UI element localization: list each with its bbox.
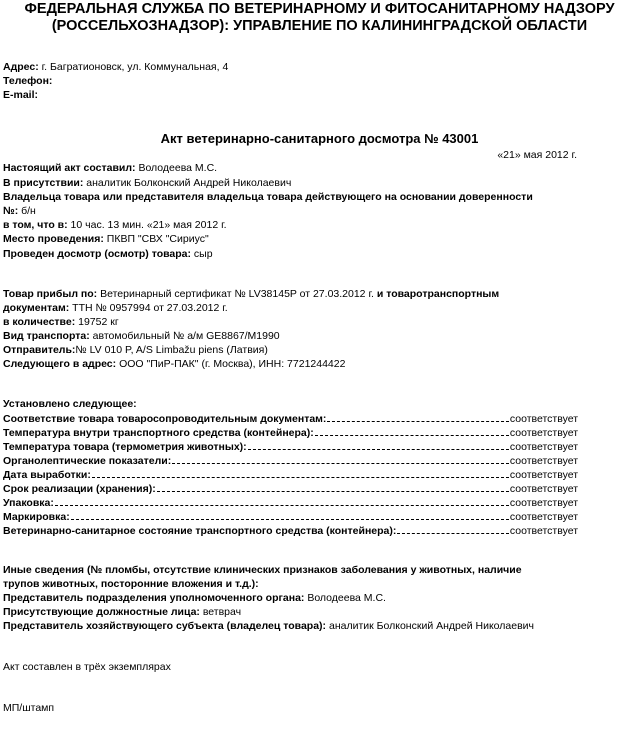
time-value: 10 час. 13 мин. «21» мая 2012 г. <box>67 219 227 231</box>
sender-label: Отправитель: <box>3 344 76 356</box>
finding-row <box>3 482 578 496</box>
dotted-leader <box>55 496 509 506</box>
presence-label: В присутствии: <box>3 177 84 189</box>
authority-rep-line <box>3 592 386 605</box>
act-date: «21» мая 2012 г. <box>497 149 577 161</box>
finding-value: соответствует <box>509 511 578 523</box>
finding-label: Дата выработки: <box>3 469 91 481</box>
inspected-line <box>3 248 213 261</box>
copies-note: Акт составлен в трёх экземплярах <box>3 661 171 673</box>
owner-label: Владельца товара или представителя владельца товара действующего на основании доверенности <box>3 191 533 203</box>
officials-line <box>3 606 241 619</box>
dotted-leader <box>315 426 509 436</box>
finding-label: Органолептические показатели: <box>3 455 172 467</box>
place-value: ПКВП "СВХ "Сириус" <box>103 233 209 245</box>
finding-label: Срок реализации (хранения): <box>3 483 156 495</box>
finding-row <box>3 496 578 510</box>
address-label: Адрес: <box>3 61 39 73</box>
place-label: Место проведения: <box>3 233 104 245</box>
presence-value: аналитик Болконский Андрей Николаевич <box>83 177 292 189</box>
email-label: E-mail: <box>3 89 39 101</box>
act-title: Акт ветеринарно-санитарного досмотра № 43001 <box>160 131 479 146</box>
finding-value: соответствует <box>509 525 578 537</box>
org-title-line-1: ФЕДЕРАЛЬНАЯ СЛУЖБА ПО ВЕТЕРИНАРНОМУ И ФИТОСАНИТАРНОМУ НАДЗОРУ <box>24 1 615 17</box>
phone-label: Телефон: <box>3 75 53 87</box>
dotted-leader <box>248 440 509 450</box>
finding-row <box>3 454 578 468</box>
authority-rep-value: Володеева М.С. <box>304 592 386 604</box>
finding-value: соответствует <box>509 483 578 495</box>
arrived-line <box>3 288 499 301</box>
arrived-value: Ветеринарный сертификат № LV38145P от 27.03.2012 г. <box>97 288 374 300</box>
inspected-label: Проведен досмотр (осмотр) товара: <box>3 248 192 260</box>
time-line <box>3 219 227 232</box>
docs-label: документам: <box>3 302 70 314</box>
finding-value: соответствует <box>509 469 578 481</box>
docs-line <box>3 302 228 315</box>
number-value: б/н <box>18 205 36 217</box>
composed-value: Володеева М.С. <box>135 162 218 174</box>
owner-rep-value: аналитик Болконский Андрей Николаевич <box>326 620 534 632</box>
destination-value: ООО "ПиР-ПАК" (г. Москва), ИНН: 7721244422 <box>116 358 346 370</box>
finding-label: Маркировка: <box>3 511 70 523</box>
dotted-leader <box>157 482 509 492</box>
finding-row <box>3 510 578 524</box>
dotted-leader <box>92 468 509 478</box>
composed-label: Настоящий акт составил: <box>3 162 136 174</box>
authority-rep-label: Представитель подразделения уполномоченного органа: <box>3 592 305 604</box>
findings-heading: Установлено следующее: <box>3 398 137 410</box>
dotted-leader <box>327 412 508 422</box>
number-line <box>3 205 36 218</box>
dotted-leader <box>71 510 509 520</box>
inspected-value: сыр <box>191 248 213 260</box>
finding-label: Температура товара (термометрия животных): <box>3 441 247 453</box>
dotted-leader <box>172 454 509 464</box>
finding-row <box>3 524 578 538</box>
finding-row <box>3 412 578 426</box>
place-line <box>3 233 209 246</box>
finding-label: Упаковка: <box>3 497 54 509</box>
dotted-leader <box>397 524 508 534</box>
quantity-line <box>3 316 119 329</box>
finding-value: соответствует <box>509 441 578 453</box>
sender-line <box>3 344 268 357</box>
other-info-line-2: трупов животных, посторонние вложения и т.д.): <box>3 578 259 590</box>
finding-label: Температура внутри транспортного средства (контейнера): <box>3 427 314 439</box>
address-line <box>3 61 228 74</box>
presence-line <box>3 177 291 190</box>
finding-row <box>3 468 578 482</box>
finding-row <box>3 440 578 454</box>
finding-value: соответствует <box>509 413 578 425</box>
finding-label: Ветеринарно-санитарное состояние транспортного средства (контейнера): <box>3 525 397 537</box>
officials-value: ветврач <box>199 606 242 618</box>
owner-rep-line <box>3 620 534 633</box>
destination-line <box>3 358 345 371</box>
stamp-label: МП/штамп <box>3 702 55 714</box>
quantity-value: 19752 кг <box>75 316 119 328</box>
finding-row <box>3 426 578 440</box>
arrived-label-2: и товаротранспортным <box>373 288 500 300</box>
number-label: №: <box>3 205 19 217</box>
composed-line <box>3 162 217 175</box>
owner-rep-label: Представитель хозяйствующего субъекта (владелец товара): <box>3 620 327 632</box>
transport-value: автомобильный № а/м GE8867/M1990 <box>89 330 280 342</box>
transport-line <box>3 330 280 343</box>
other-info-line-1: Иные сведения (№ пломбы, отсутствие клинических признаков заболевания у животных, наличие <box>3 564 522 576</box>
arrived-label: Товар прибыл по: <box>3 288 98 300</box>
finding-value: соответствует <box>509 455 578 467</box>
quantity-label: в количестве: <box>3 316 76 328</box>
transport-label: Вид транспорта: <box>3 330 90 342</box>
finding-value: соответствует <box>509 497 578 509</box>
org-title-line-2: (РОССЕЛЬХОЗНАДЗОР): УПРАВЛЕНИЕ ПО КАЛИНИНГРАДСКОЙ ОБЛАСТИ <box>51 18 588 34</box>
destination-label: Следующего в адрес: <box>3 358 117 370</box>
officials-label: Присутствующие должностные лица: <box>3 606 200 618</box>
docs-value: ТТН № 0957994 от 27.03.2012 г. <box>69 302 228 314</box>
sender-value: № LV 010 P, A/S Limbažu piens (Латвия) <box>75 344 268 356</box>
finding-value: соответствует <box>509 427 578 439</box>
address-value: г. Багратионовск, ул. Коммунальная, 4 <box>38 61 229 73</box>
finding-label: Соответствие товара товаросопроводительным документам: <box>3 413 327 425</box>
time-label: в том, что в: <box>3 219 68 231</box>
